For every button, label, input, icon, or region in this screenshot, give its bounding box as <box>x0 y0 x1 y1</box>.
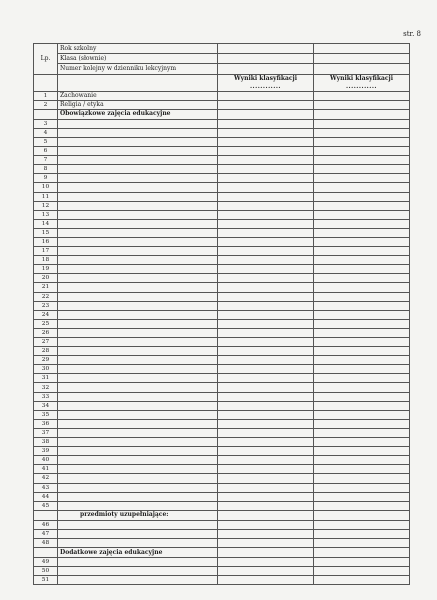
row-number: 1 <box>34 91 58 100</box>
row-number: 28 <box>34 347 58 356</box>
grade-cell[interactable] <box>218 520 314 529</box>
grade-cell[interactable] <box>218 428 314 437</box>
table-row <box>34 428 410 437</box>
row-number: 19 <box>34 265 58 274</box>
row-number: 40 <box>34 456 58 465</box>
grade-cell[interactable] <box>314 165 410 174</box>
table-row <box>34 319 410 328</box>
grade-cell[interactable] <box>218 365 314 374</box>
grade-cell[interactable] <box>314 292 410 301</box>
subject-cell[interactable] <box>58 501 218 510</box>
subject-cell[interactable] <box>58 456 218 465</box>
table-row <box>34 328 410 337</box>
grade-cell[interactable] <box>314 219 410 228</box>
subject-cell[interactable] <box>58 576 218 585</box>
subject-cell[interactable] <box>58 310 218 319</box>
grade-cell[interactable] <box>218 256 314 265</box>
subject-cell[interactable] <box>58 328 218 337</box>
table-row <box>34 174 410 183</box>
subject-cell[interactable] <box>58 419 218 428</box>
grade-cell[interactable] <box>314 256 410 265</box>
table-row <box>34 219 410 228</box>
row-number: 18 <box>34 256 58 265</box>
subject-cell[interactable] <box>58 338 218 347</box>
grade-cell[interactable] <box>218 165 314 174</box>
grade-cell[interactable] <box>218 492 314 501</box>
subject-cell[interactable] <box>58 347 218 356</box>
grade-cell[interactable] <box>314 538 410 547</box>
subject-cell[interactable] <box>58 365 218 374</box>
grade-cell[interactable] <box>314 447 410 456</box>
table-row <box>34 401 410 410</box>
row-number: 43 <box>34 483 58 492</box>
subject-cell[interactable] <box>58 483 218 492</box>
grade-cell[interactable] <box>218 338 314 347</box>
grade-cell[interactable] <box>314 401 410 410</box>
grade-cell[interactable] <box>314 100 410 109</box>
grade-cell[interactable] <box>314 237 410 246</box>
table-row <box>34 165 410 174</box>
grade-cell[interactable] <box>314 456 410 465</box>
row-number: 33 <box>34 392 58 401</box>
table-row <box>34 301 410 310</box>
grade-cell[interactable] <box>314 310 410 319</box>
table-row <box>34 392 410 401</box>
grade-cell[interactable] <box>314 410 410 419</box>
grade-cell[interactable] <box>314 265 410 274</box>
table-row <box>34 338 410 347</box>
results-header-2: Wyniki klasyfikacji ............ <box>314 74 410 91</box>
row-number: 50 <box>34 567 58 576</box>
subject-cell[interactable] <box>58 520 218 529</box>
row-number: 46 <box>34 520 58 529</box>
grade-cell[interactable] <box>314 529 410 538</box>
row-number: 42 <box>34 474 58 483</box>
grade-cell[interactable] <box>218 119 314 128</box>
row-number: 8 <box>34 165 58 174</box>
row-number: 16 <box>34 237 58 246</box>
grade-cell[interactable] <box>218 283 314 292</box>
grade-cell[interactable] <box>314 137 410 146</box>
class-cell-1[interactable] <box>218 54 314 64</box>
table-row <box>34 128 410 137</box>
row-number: 6 <box>34 147 58 156</box>
table-row <box>34 356 410 365</box>
row-number: 17 <box>34 247 58 256</box>
grade-cell[interactable] <box>218 558 314 567</box>
row-number: 23 <box>34 301 58 310</box>
table-row <box>34 567 410 576</box>
row-number: 9 <box>34 174 58 183</box>
table-row <box>34 347 410 356</box>
lp-header: Lp. <box>34 44 58 75</box>
school-year-cell-2[interactable] <box>314 44 410 54</box>
table-row <box>34 201 410 210</box>
grade-cell[interactable] <box>314 274 410 283</box>
conduct-label: Zachowanie <box>58 91 218 100</box>
grade-cell[interactable] <box>218 310 314 319</box>
subject-cell[interactable] <box>58 392 218 401</box>
table-row <box>34 374 410 383</box>
grade-cell[interactable] <box>218 529 314 538</box>
table-row <box>34 492 410 501</box>
table-row <box>34 310 410 319</box>
grade-cell[interactable] <box>218 274 314 283</box>
grade-cell[interactable] <box>314 356 410 365</box>
subject-cell[interactable] <box>58 219 218 228</box>
grade-cell[interactable] <box>218 410 314 419</box>
subject-cell[interactable] <box>58 147 218 156</box>
subject-cell[interactable] <box>58 567 218 576</box>
row-number: 29 <box>34 356 58 365</box>
grade-cell[interactable] <box>218 374 314 383</box>
table-row <box>34 558 410 567</box>
grade-cell[interactable] <box>218 91 314 100</box>
grade-cell[interactable] <box>218 210 314 219</box>
subject-cell[interactable] <box>58 383 218 392</box>
grade-cell[interactable] <box>218 137 314 146</box>
table-row <box>34 456 410 465</box>
table-row <box>34 183 410 192</box>
row-number: 5 <box>34 137 58 146</box>
table-row <box>34 119 410 128</box>
table-row <box>34 538 410 547</box>
table-row <box>34 447 410 456</box>
row-number: 30 <box>34 365 58 374</box>
table-row <box>34 501 410 510</box>
grade-cell[interactable] <box>218 483 314 492</box>
subject-cell[interactable] <box>58 128 218 137</box>
grade-cell[interactable] <box>314 201 410 210</box>
grade-cell <box>314 109 410 119</box>
table-row <box>34 438 410 447</box>
page-number: str. 8 <box>403 30 421 38</box>
row-number: 12 <box>34 201 58 210</box>
results-header-1: Wyniki klasyfikacji ............ <box>218 74 314 91</box>
subject-cell[interactable] <box>58 119 218 128</box>
table-row <box>34 283 410 292</box>
grade-cell[interactable] <box>314 301 410 310</box>
row-number: 26 <box>34 328 58 337</box>
grade-cell[interactable] <box>314 128 410 137</box>
subject-cell[interactable] <box>58 192 218 201</box>
class-cell-2[interactable] <box>314 54 410 64</box>
grade-cell[interactable] <box>314 465 410 474</box>
table-row <box>34 247 410 256</box>
table-row <box>34 576 410 585</box>
grade-cell <box>218 510 314 520</box>
row-number: 48 <box>34 538 58 547</box>
grade-cell[interactable] <box>314 319 410 328</box>
grade-cell[interactable] <box>314 438 410 447</box>
row-number: 27 <box>34 338 58 347</box>
results-header-blank <box>58 74 218 91</box>
grade-cell[interactable] <box>314 428 410 437</box>
row-number: 35 <box>34 410 58 419</box>
grade-cell[interactable] <box>218 347 314 356</box>
subject-cell[interactable] <box>58 247 218 256</box>
subject-cell[interactable] <box>58 301 218 310</box>
school-year-label: Rok szkolny <box>58 44 218 54</box>
row-number: 36 <box>34 419 58 428</box>
grade-cell[interactable] <box>314 147 410 156</box>
row-number: 22 <box>34 292 58 301</box>
grade-cell[interactable] <box>218 392 314 401</box>
grade-cell[interactable] <box>218 292 314 301</box>
grade-cell[interactable] <box>314 119 410 128</box>
grade-cell[interactable] <box>218 174 314 183</box>
table-row <box>34 156 410 165</box>
table-row <box>34 383 410 392</box>
subject-cell[interactable] <box>58 374 218 383</box>
grade-cell[interactable] <box>218 401 314 410</box>
subject-cell[interactable] <box>58 474 218 483</box>
religion-label: Religia / etyka <box>58 100 218 109</box>
grade-cell[interactable] <box>218 128 314 137</box>
grade-cell[interactable] <box>314 183 410 192</box>
table-row <box>34 529 410 538</box>
journal-number-label: Numer kolejny w dzienniku lekcyjnym <box>58 64 218 74</box>
grade-cell[interactable] <box>314 338 410 347</box>
section-supplementary-title: przedmioty uzupełniające: <box>58 510 218 520</box>
grade-cell[interactable] <box>314 419 410 428</box>
grade-cell[interactable] <box>314 492 410 501</box>
grade-cell[interactable] <box>218 328 314 337</box>
grade-cell[interactable] <box>218 419 314 428</box>
table-row <box>34 147 410 156</box>
grade-cell[interactable] <box>218 576 314 585</box>
grade-cell[interactable] <box>218 156 314 165</box>
row-number: 20 <box>34 274 58 283</box>
row-number: 45 <box>34 501 58 510</box>
grade-cell[interactable] <box>218 219 314 228</box>
subject-cell[interactable] <box>58 538 218 547</box>
grade-cell[interactable] <box>218 474 314 483</box>
section-blank <box>34 548 58 558</box>
subject-cell[interactable] <box>58 465 218 474</box>
table-row <box>34 228 410 237</box>
grade-cell[interactable] <box>314 347 410 356</box>
grade-cell[interactable] <box>218 183 314 192</box>
grade-cell[interactable] <box>218 319 314 328</box>
row-number: 24 <box>34 310 58 319</box>
subject-cell[interactable] <box>58 156 218 165</box>
row-number: 44 <box>34 492 58 501</box>
row-number: 37 <box>34 428 58 437</box>
subject-cell[interactable] <box>58 165 218 174</box>
grade-cell[interactable] <box>218 147 314 156</box>
table-row <box>34 210 410 219</box>
grade-cell[interactable] <box>218 192 314 201</box>
table-row <box>34 274 410 283</box>
grade-cell[interactable] <box>314 192 410 201</box>
grade-cell[interactable] <box>314 483 410 492</box>
row-number: 32 <box>34 383 58 392</box>
grade-cell[interactable] <box>314 365 410 374</box>
subject-cell[interactable] <box>58 256 218 265</box>
subject-cell[interactable] <box>58 558 218 567</box>
grade-cell[interactable] <box>218 265 314 274</box>
row-number: 21 <box>34 283 58 292</box>
grade-cell <box>218 109 314 119</box>
grade-cell[interactable] <box>218 100 314 109</box>
subject-cell[interactable] <box>58 274 218 283</box>
subject-cell[interactable] <box>58 283 218 292</box>
grade-cell[interactable] <box>314 228 410 237</box>
row-number: 2 <box>34 100 58 109</box>
grade-cell[interactable] <box>314 558 410 567</box>
subject-cell[interactable] <box>58 228 218 237</box>
grade-cell[interactable] <box>218 228 314 237</box>
grade-cell[interactable] <box>314 247 410 256</box>
grade-cell[interactable] <box>314 520 410 529</box>
grade-cell[interactable] <box>314 567 410 576</box>
grade-cell[interactable] <box>218 465 314 474</box>
grade-cell[interactable] <box>314 374 410 383</box>
grade-cell <box>314 548 410 558</box>
subject-cell[interactable] <box>58 447 218 456</box>
subject-cell[interactable] <box>58 183 218 192</box>
row-number: 39 <box>34 447 58 456</box>
table-row <box>34 410 410 419</box>
row-number: 13 <box>34 210 58 219</box>
subject-cell[interactable] <box>58 210 218 219</box>
grade-cell[interactable] <box>314 174 410 183</box>
row-number: 41 <box>34 465 58 474</box>
section-blank <box>34 510 58 520</box>
grade-cell[interactable] <box>314 328 410 337</box>
subject-cell[interactable] <box>58 137 218 146</box>
grade-cell[interactable] <box>314 576 410 585</box>
grade-cell[interactable] <box>314 156 410 165</box>
grade-cell[interactable] <box>314 383 410 392</box>
table-row <box>34 137 410 146</box>
grade-cell[interactable] <box>218 237 314 246</box>
row-number: 10 <box>34 183 58 192</box>
grade-cell[interactable] <box>218 438 314 447</box>
grade-cell[interactable] <box>314 501 410 510</box>
journal-number-cell-2[interactable] <box>314 64 410 74</box>
row-number: 34 <box>34 401 58 410</box>
table-row <box>34 192 410 201</box>
subject-cell[interactable] <box>58 492 218 501</box>
table-row <box>34 237 410 246</box>
grade-cell[interactable] <box>218 501 314 510</box>
table-row <box>34 419 410 428</box>
subject-cell[interactable] <box>58 356 218 365</box>
section-blank <box>34 109 58 119</box>
subject-cell[interactable] <box>58 401 218 410</box>
table-row <box>34 465 410 474</box>
row-number: 31 <box>34 374 58 383</box>
grade-cell[interactable] <box>218 447 314 456</box>
table-row <box>34 483 410 492</box>
grade-cell <box>314 510 410 520</box>
table-row <box>34 365 410 374</box>
grade-cell[interactable] <box>314 91 410 100</box>
class-label: Klasa (słownie) <box>58 54 218 64</box>
row-number: 25 <box>34 319 58 328</box>
row-number: 38 <box>34 438 58 447</box>
row-number: 51 <box>34 576 58 585</box>
row-number: 7 <box>34 156 58 165</box>
table-row <box>34 256 410 265</box>
grade-cell[interactable] <box>218 201 314 210</box>
row-number: 4 <box>34 128 58 137</box>
subject-cell[interactable] <box>58 237 218 246</box>
section-mandatory-title: Obowiązkowe zajęcia edukacyjne <box>58 109 218 119</box>
subject-cell[interactable] <box>58 438 218 447</box>
grades-table <box>33 43 410 585</box>
journal-number-cell-1[interactable] <box>218 64 314 74</box>
table-row <box>34 520 410 529</box>
row-number: 14 <box>34 219 58 228</box>
grade-cell[interactable] <box>314 283 410 292</box>
school-year-cell-1[interactable] <box>218 44 314 54</box>
section-additional-title: Dodatkowe zajęcia edukacyjne <box>58 548 218 558</box>
row-number: 49 <box>34 558 58 567</box>
row-number: 11 <box>34 192 58 201</box>
subject-cell[interactable] <box>58 174 218 183</box>
subject-cell[interactable] <box>58 529 218 538</box>
subject-cell[interactable] <box>58 428 218 437</box>
row-number: 3 <box>34 119 58 128</box>
grade-cell[interactable] <box>218 567 314 576</box>
grade-cell[interactable] <box>314 392 410 401</box>
subject-cell[interactable] <box>58 265 218 274</box>
grade-cell[interactable] <box>218 456 314 465</box>
grade-cell[interactable] <box>218 301 314 310</box>
subject-cell[interactable] <box>58 410 218 419</box>
table-row <box>34 292 410 301</box>
table-row <box>34 474 410 483</box>
grade-cell[interactable] <box>218 383 314 392</box>
row-number: 47 <box>34 529 58 538</box>
results-header-blank-lp <box>34 74 58 91</box>
grade-cell <box>218 548 314 558</box>
grade-cell[interactable] <box>218 247 314 256</box>
grade-cell[interactable] <box>218 538 314 547</box>
subject-cell[interactable] <box>58 292 218 301</box>
grade-cell[interactable] <box>218 356 314 365</box>
subject-cell[interactable] <box>58 319 218 328</box>
grade-cell[interactable] <box>314 474 410 483</box>
subject-cell[interactable] <box>58 201 218 210</box>
table-row <box>34 265 410 274</box>
grade-cell[interactable] <box>314 210 410 219</box>
row-number: 15 <box>34 228 58 237</box>
